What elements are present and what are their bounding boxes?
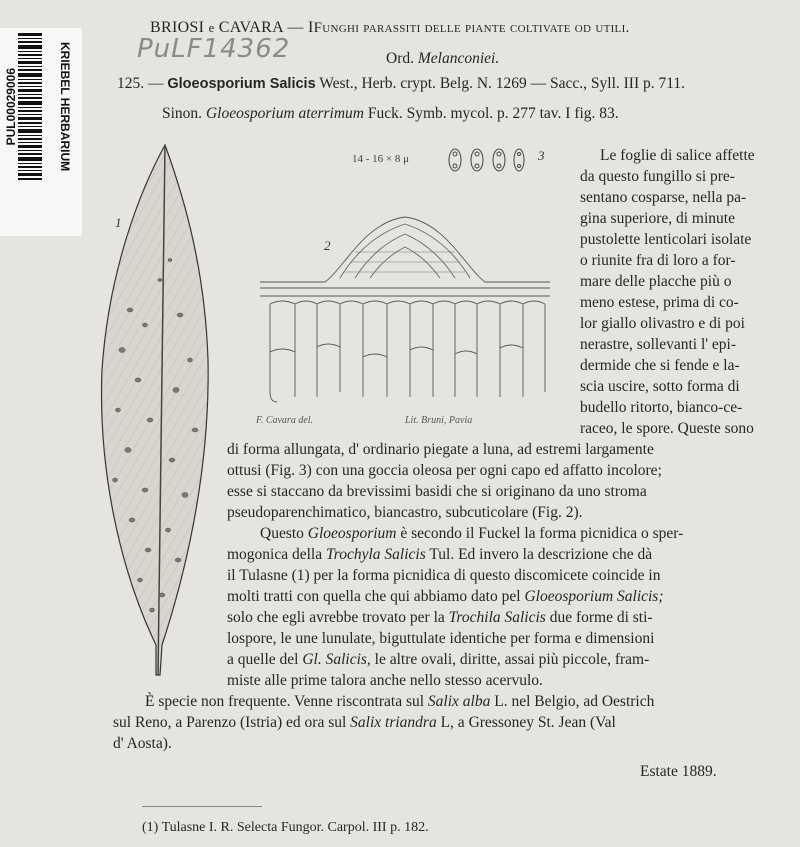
text-right-line: raceo, le spore. Queste sono	[580, 420, 754, 437]
figure-1-label: 1	[115, 215, 122, 230]
cross-section-illustration	[255, 212, 555, 417]
figure-3-label: 3	[538, 148, 545, 163]
text-right-line: gina superiore, di minute	[580, 210, 735, 227]
text-right-line: lor giallo olivastro e di poi	[580, 315, 745, 332]
text-wide-line: di forma allungata, d' ordinario piegate a luna, ad estremi largamente	[227, 441, 654, 458]
footnote-rule	[142, 806, 262, 807]
text-right-line: meno estese, prima di co-	[580, 294, 739, 311]
header-dash: — I	[287, 19, 314, 36]
handwritten-number: PuLF14362	[137, 34, 291, 64]
illustrator-credit: F. Cavara del.	[256, 415, 314, 426]
synonym-line	[162, 105, 619, 123]
text-wide-line: ottusi (Fig. 3) con una goccia oleosa per ogni capo ed affatto incolore;	[227, 462, 662, 479]
synonym-name: Gloeosporium aterrimum	[205, 105, 364, 122]
text-right-line: mare delle placche più o	[580, 273, 732, 290]
barcode-icon	[18, 33, 42, 183]
text-right-line: da questo fungillo si pre-	[580, 168, 735, 185]
spore-size-label: 14 - 16 × 8 μ	[352, 153, 410, 165]
author-briosi: BRIOSI	[150, 19, 205, 36]
text-right-line: pustolette lenticolari isolate	[580, 231, 752, 248]
series-title: Funghi parassiti delle piante coltivate od utili.	[313, 20, 630, 36]
para2-line: a quelle del Gl. Salicis, le altre ovali, diritte, assai più piccole, fram-	[227, 651, 650, 668]
synonym-citation: Fuck. Symb. mycol. p. 277 tav. I fig. 83.	[367, 105, 619, 122]
para2-line: Questo Gloeosporium è secondo il Fuckel la forma picnidica o sper-	[260, 525, 684, 542]
date-line: Estate 1889.	[640, 763, 717, 780]
order-line	[386, 50, 499, 68]
footnote: (1) Tulasne I. R. Selecta Fungor. Carpol. III p. 182.	[142, 820, 429, 835]
page-header	[150, 19, 630, 37]
order-name: Melanconiei.	[417, 50, 500, 67]
para2-line: lospore, le une lunulate, biguttulate identiche per forma e dimensioni	[227, 630, 655, 647]
author-cavara: CAVARA	[218, 19, 284, 36]
para2-line: molti tratti con quella che qui abbiamo dato pel Gloeosporium Salicis;	[227, 588, 664, 605]
author-conjunction: e	[208, 21, 215, 35]
text-wide-line: esse si staccano da brevissimi basidi che si originano da uno stroma	[227, 483, 647, 500]
para2-line: solo che egli avrebbe trovato per la Trochila Salicis due forme di sti-	[227, 609, 653, 626]
figure-2-label: 2	[324, 238, 331, 253]
barcode-label	[0, 28, 82, 236]
text-right-line: dermide che si fende e la-	[580, 357, 740, 374]
leaf-illustration	[90, 140, 220, 680]
synonym-prefix: Sinon.	[162, 105, 203, 122]
text-right-line: budello ritorto, bianco-ce-	[580, 399, 743, 416]
text-right-line: scia uscire, sotto forma di	[580, 378, 740, 395]
text-right-line: o riunite fra di loro a for-	[580, 252, 736, 269]
para3-line: d' Aosta).	[113, 735, 172, 752]
para3-line: sul Reno, a Parenzo (Istria) ed ora sul Salix triandra L, a Gressoney St. Jean (Val	[113, 714, 616, 731]
text-right-line: nerastre, sollevanti l' epi-	[580, 336, 737, 353]
entry-number: 125.	[117, 75, 145, 92]
text-wide-line: pseudoparenchimatico, biancastro, subcuticolare (Fig. 2).	[227, 504, 583, 521]
order-prefix: Ord.	[386, 50, 414, 67]
entry-dash: —	[148, 75, 164, 92]
para3-line: È specie non frequente. Venne riscontrata sul Salix alba L. nel Belgio, ad Oestrich	[145, 693, 655, 710]
spores-illustration	[447, 146, 537, 176]
text-right-line: Le foglie di salice affette	[600, 147, 755, 164]
para2-line: il Tulasne (1) per la forma picnidica di questo discomicete coincide in	[227, 567, 661, 584]
lithographer-credit: Lit. Bruni, Pavia	[405, 415, 473, 426]
para2-line: miste alle prime talora anche nello stesso acervulo.	[227, 672, 543, 689]
herbarium-name: KRIEBEL HERBARIUM	[58, 42, 72, 172]
para2-line: mogonica della Trochyla Salicis Tul. Ed invero la descrizione che dà	[227, 546, 653, 563]
species-name: Gloeosporium Salicis	[167, 76, 316, 92]
barcode-number: PUL00029006	[4, 68, 18, 146]
entry-citation: West., Herb. crypt. Belg. N. 1269 — Sacc., Syll. III p. 711.	[319, 75, 686, 92]
entry-heading	[117, 75, 685, 93]
text-right-line: sentano cosparse, nella pa-	[580, 189, 747, 206]
